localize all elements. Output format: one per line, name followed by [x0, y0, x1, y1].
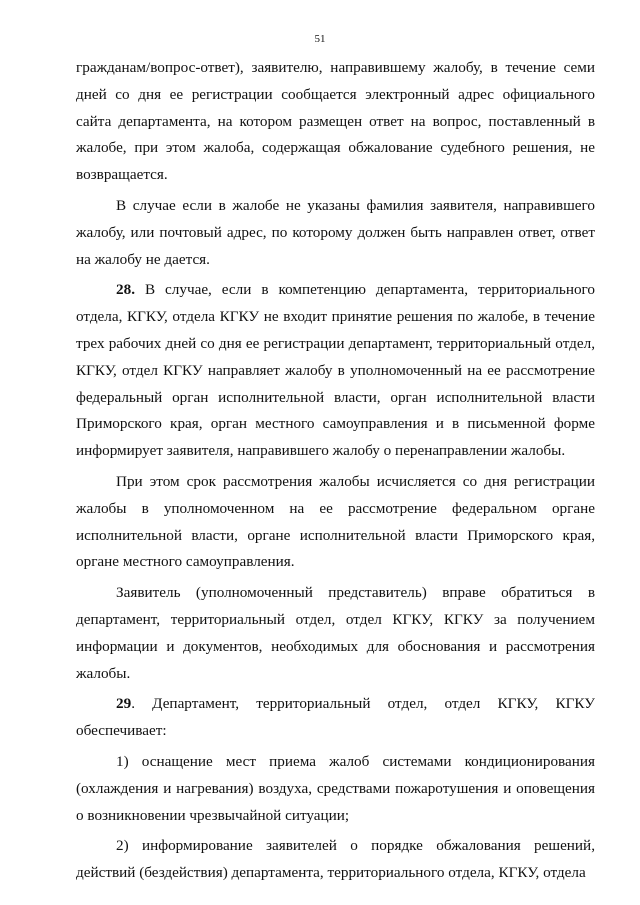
document-body — [76, 55, 595, 891]
paragraph-text: В случае если в жалобе не указаны фамилия заявителя, направившего жалобу, или почтовый адрес, по которому должен быть направлен ответ, ответ на жалобу не дается. — [76, 196, 595, 268]
paragraph-28 — [76, 277, 595, 465]
paragraph-text: Заявитель (уполномоченный представитель) вправе обратиться в департамент, территориальный отдел, отдел КГКУ, КГКУ за получением информации и документов, необходимых для обоснования и рассмотрения жалобы. — [76, 584, 595, 682]
paragraph-text: В случае, если в компетенцию департамента, территориального отдела, КГКУ, отдела КГКУ не входит принятие решения по жалобе, в течение трех рабочих дней со дня ее регистрации департамент, территориальный отдел, КГКУ, отдел КГКУ направляет жалобу в уполномоченный на ее рассмотрение федеральный орган исполнительной власти, орган исполнительной власти Приморского края, орган местного самоуправления и в письменной форме информирует заявителя, направившего жалобу о перенаправлении жалобы. — [76, 281, 595, 460]
paragraph-continuation — [76, 55, 595, 189]
paragraph-review-term — [76, 469, 595, 576]
paragraph-number: 28. — [116, 281, 135, 299]
paragraph-applicant-right — [76, 580, 595, 687]
paragraph-text: 2) информирование заявителей о порядке обжалования решений, действий (бездействия) департамента, территориального отдела, КГКУ, отдела — [76, 837, 595, 882]
list-item-1 — [76, 749, 595, 829]
paragraph-text: гражданам/вопрос-ответ), заявителю, направившему жалобу, в течение семи дней со дня ее регистрации сообщается электронный адрес официального сайта департамента, на котором размещен ответ на вопрос, поставленный в жалобе, при этом жалоба, содержащая обжалование судебного решения, не возвращается. — [76, 59, 595, 184]
paragraph-number: 29 — [116, 695, 132, 713]
paragraph-29 — [76, 691, 595, 745]
paragraph-text: . Департамент, территориальный отдел, отдел КГКУ, КГКУ обеспечивает: — [76, 695, 595, 740]
paragraph-text: 1) оснащение мест приема жалоб системами кондиционирования (охлаждения и нагревания) воздуха, средствами пожаротушения и оповещения о возникновении чрезвычайной ситуации; — [76, 752, 595, 824]
list-item-2 — [76, 833, 595, 887]
paragraph-text: При этом срок рассмотрения жалобы исчисляется со дня регистрации жалобы в уполномоченном на ее рассмотрение федеральном органе исполнительной власти, органе исполнительной власти Приморского края, органе местного самоуправления. — [76, 472, 595, 571]
paragraph-no-answer — [76, 193, 595, 273]
page-number: 51 — [314, 33, 326, 45]
